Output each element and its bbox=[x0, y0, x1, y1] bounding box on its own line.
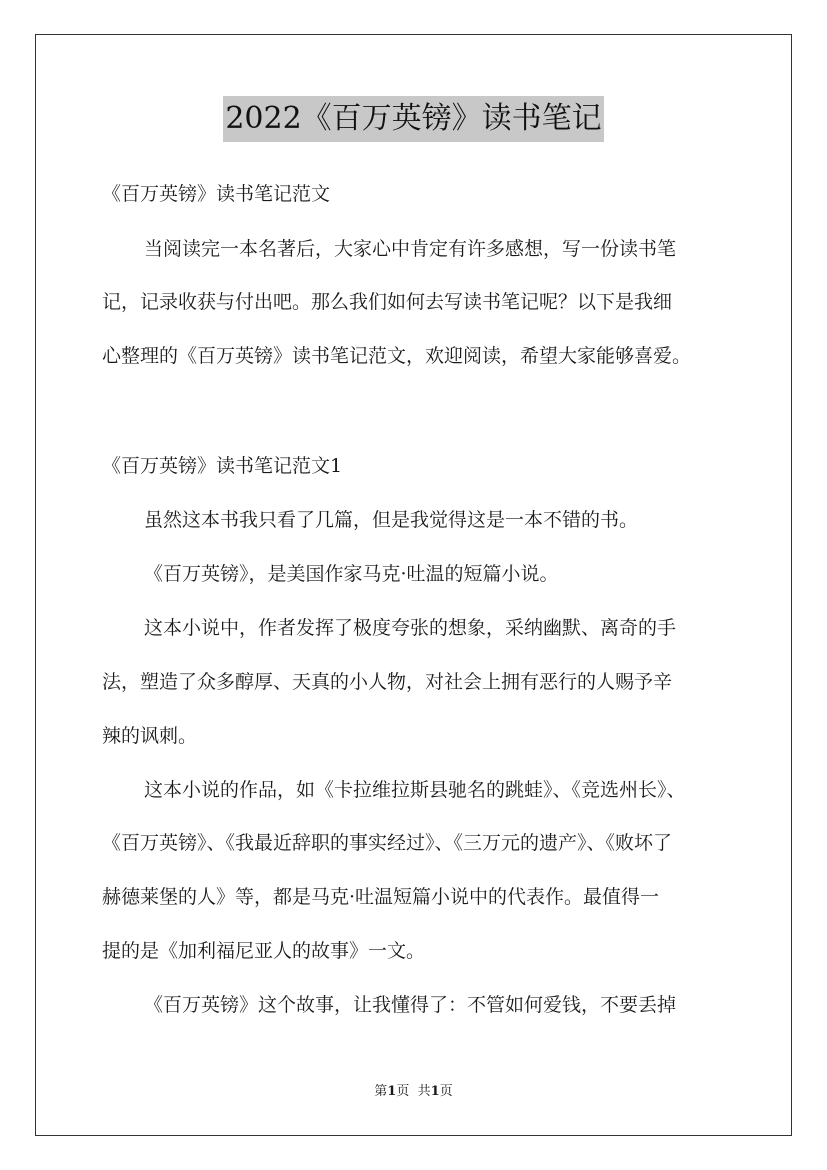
paragraph-line: 心整理的《百万英镑》读书笔记范文，欢迎阅读，希望大家能够喜爱。 bbox=[102, 345, 692, 367]
paragraph-line: 《百万英镑》，是美国作家马克·吐温的短篇小说。 bbox=[144, 563, 559, 585]
total-suffix: 页 bbox=[439, 1084, 453, 1099]
document-title: 2022《百万英镑》读书笔记 bbox=[223, 96, 603, 142]
page-number: 1 bbox=[387, 1084, 397, 1099]
paragraph-line: 这本小说的作品，如《卡拉维拉斯县驰名的跳蛙》、《竞选州长》、 bbox=[144, 779, 686, 801]
section-heading: 《百万英镑》读书笔记范文1 bbox=[102, 455, 343, 477]
paragraph-line: 当阅读完一本名著后，大家心中肯定有许多感想，写一份读书笔 bbox=[144, 238, 677, 260]
paragraph-line: 记，记录收获与付出吧。那么我们如何去写读书笔记呢？以下是我细 bbox=[102, 291, 673, 313]
section-heading: 《百万英镑》读书笔记范文 bbox=[102, 183, 331, 205]
paragraph-line: 法，塑造了众多醇厚、天真的小人物，对社会上拥有恶行的人赐予辛 bbox=[102, 671, 673, 693]
paragraph-line: 《百万英镑》这个故事，让我懂得了：不管如何爱钱，不要丢掉 bbox=[144, 994, 677, 1016]
total-prefix: 共 bbox=[417, 1084, 431, 1099]
paragraph-line: 《百万英镑》、《我最近辞职的事实经过》、《三万元的遗产》、《败坏了 bbox=[102, 832, 673, 854]
paragraph-line: 辣的讽刺。 bbox=[102, 725, 198, 747]
paragraph-line: 虽然这本书我只看了几篇，但是我觉得这是一本不错的书。 bbox=[144, 509, 639, 531]
paragraph-line: 提的是《加利福尼亚人的故事》一文。 bbox=[102, 940, 426, 962]
paragraph-line: 赫德莱堡的人》等，都是马克·吐温短篇小说中的代表作。最值得一 bbox=[102, 886, 660, 908]
page-footer bbox=[0, 1083, 827, 1101]
page-suffix: 页 bbox=[396, 1084, 410, 1099]
total-pages: 1 bbox=[430, 1084, 440, 1099]
page-prefix: 第 bbox=[374, 1084, 388, 1099]
paragraph-line: 这本小说中，作者发挥了极度夸张的想象，采纳幽默、离奇的手 bbox=[144, 617, 677, 639]
title-container bbox=[0, 96, 827, 142]
